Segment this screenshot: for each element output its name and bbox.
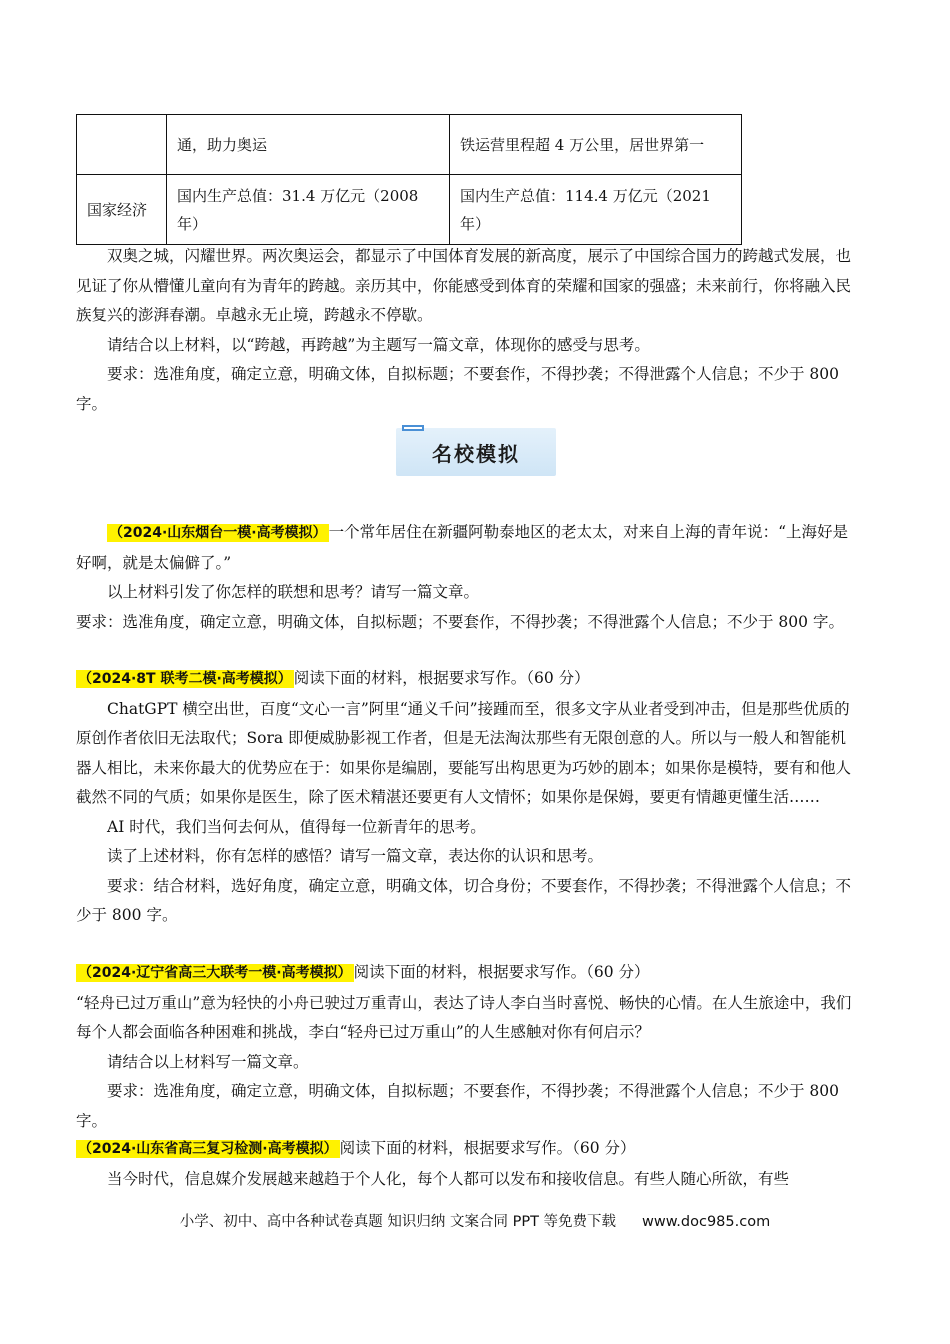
intro-section	[76, 242, 861, 419]
table-cell-label	[77, 115, 167, 175]
footer-url[interactable]: www.doc985.com	[642, 1214, 771, 1230]
question-prompt: 读了上述材料，你有怎样的感悟？请写一篇文章，表达你的认识和思考。	[107, 847, 604, 865]
question-source-tag: （2024·山东省高三复习检测·高考模拟）	[78, 1141, 338, 1157]
question-material-2: AI 时代，我们当何去何从，值得每一位新青年的思考。	[107, 817, 486, 836]
question-material: ChatGPT 横空出世，百度“文心一言”阿里“通义千问”接踵而至，很多文字从业者受到冲击，但是那些优质的原创作者依旧无法取代；Sora 即便威胁影视工作者，但是无法淘汰那些有无限创意的人。所以与一般人和智能机器人相比，未来你最大的优势应在于：如果你是编剧，要能写出构思更为巧妙的剧本；如果你是模特，要有和他人截然不同的气质；如果你是医生，除了医术精湛还要更有人文情怀；如果你是保姆，要更有情趣更懂生活……	[76, 699, 852, 806]
table-cell: 国内生产总值：31.4 万亿元（2008 年）	[167, 175, 450, 245]
intro-requirements: 要求：选准角度，确定立意，明确文体，自拟标题；不要套作，不得抄袭；不得泄露个人信息；不少于 800 字。	[76, 365, 840, 413]
table-cell: 国内生产总值：114.4 万亿元（2021 年）	[450, 175, 742, 245]
question-material: 当今时代，信息媒介发展越来越趋于个人化，每个人都可以发布和接收信息。有些人随心所欲，有些	[107, 1169, 790, 1188]
question-2	[76, 664, 861, 931]
table-cell-label: 国家经济	[77, 175, 167, 245]
question-text: 一个常年居住在新疆阿勒泰地区的老太太，对来自上海的青年说：“上海好是好啊，就是太偏僻了。”	[76, 523, 849, 572]
question-4	[76, 1134, 861, 1194]
question-requirements: 要求：结合材料，选好角度，确定立意，明确文体，切合身份；不要套作，不得抄袭；不得泄露个人信息；不少于 800 字。	[76, 876, 852, 924]
question-requirements: 要求：选准角度，确定立意，明确文体，自拟标题；不要套作，不得抄袭；不得泄露个人信息；不少于 800 字。	[76, 612, 844, 631]
question-3	[76, 958, 861, 1136]
question-text: 阅读下面的材料，根据要求写作。（60 分）	[293, 669, 590, 687]
page-footer	[0, 1210, 950, 1231]
question-text: 阅读下面的材料，根据要求写作。（60 分）	[353, 963, 650, 981]
question-material: “轻舟已过万重山”意为轻快的小舟已驶过万重青山，表达了诗人李白当时喜悦、畅快的心情。在人生旅途中，我们每个人都会面临各种困难和挑战，李白“轻舟已过万重山”的人生感触对你有何启示？	[76, 993, 852, 1041]
table-cell: 铁运营里程超 4 万公里，居世界第一	[450, 115, 742, 175]
table-row	[77, 115, 742, 175]
question-source-tag: （2024·辽宁省高三大联考一模·高考模拟）	[78, 965, 352, 981]
banner-tab-icon	[402, 425, 424, 431]
comparison-table	[76, 114, 742, 245]
question-prompt: 以上材料引发了你怎样的联想和思考？请写一篇文章。	[107, 583, 480, 601]
question-requirements: 要求：选准角度，确定立意，明确文体，自拟标题；不要套作，不得抄袭；不得泄露个人信息；不少于 800 字。	[76, 1082, 840, 1130]
table-cell: 通，助力奥运	[167, 115, 450, 175]
intro-paragraph: 双奥之城，闪耀世界。两次奥运会，都显示了中国体育发展的新高度，展示了中国综合国力的跨越式发展，也见证了你从懵懂儿童向有为青年的跨越。亲历其中，你能感受到体育的荣耀和国家的强盛；未来前行，你将融入民族复兴的澎湃春潮。卓越永无止境，跨越永不停歇。	[76, 247, 852, 324]
question-source-tag: （2024·8T 联考二模·高考模拟）	[78, 671, 292, 687]
table-row	[77, 175, 742, 245]
question-prompt: 请结合以上材料写一篇文章。	[107, 1052, 309, 1071]
question-source-tag: （2024·山东烟台一模·高考模拟）	[109, 525, 327, 541]
footer-text: 小学、初中、高中各种试卷真题 知识归纳 文案合同 PPT 等免费下载	[179, 1214, 617, 1230]
section-banner	[396, 428, 556, 476]
banner-title: 名校模拟	[432, 442, 520, 466]
intro-prompt: 请结合以上材料，以“跨越，再跨越”为主题写一篇文章，体现你的感受与思考。	[107, 335, 650, 354]
question-text: 阅读下面的材料，根据要求写作。（60 分）	[339, 1139, 636, 1157]
question-1	[76, 518, 861, 637]
